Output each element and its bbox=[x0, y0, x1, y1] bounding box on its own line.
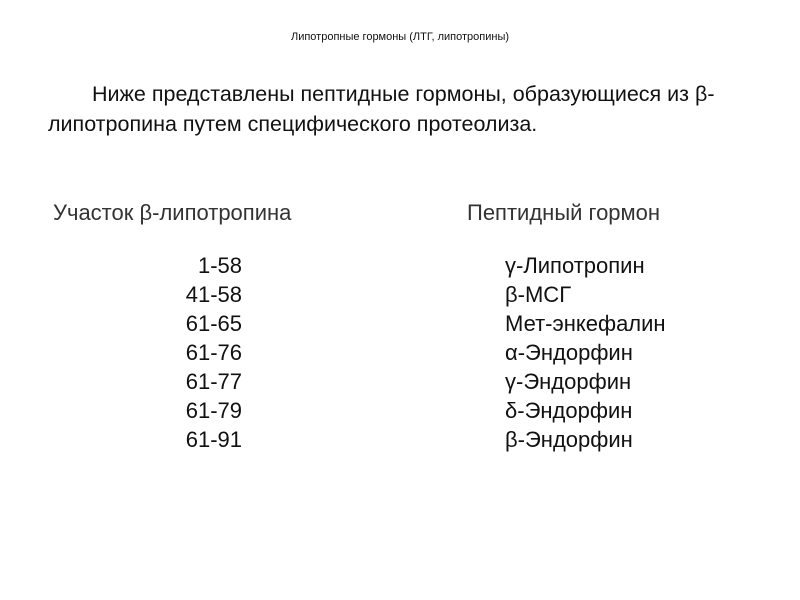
segment-cell: 1-58 bbox=[197, 253, 242, 278]
slide-title: Липотропные гормоны (ЛТГ, липотропины) bbox=[290, 31, 510, 43]
hormone-cell: Мет-энкефалин bbox=[505, 311, 666, 336]
intro-paragraph: Ниже представлены пептидные гормоны, образующиеся из β-липотропина путем специфического протеолиза. bbox=[48, 82, 715, 136]
hormone-cell: γ-Липотропин bbox=[505, 253, 645, 278]
segment-column-header: Участок β-липотропина bbox=[53, 200, 292, 225]
segment-cell: 41-58 bbox=[185, 282, 242, 307]
hormone-cell: α-Эндорфин bbox=[505, 340, 633, 365]
hormone-cell: γ-Эндорфин bbox=[505, 369, 632, 394]
segment-cell: 61-77 bbox=[185, 369, 242, 394]
hormone-column-header: Пептидный гормон bbox=[467, 200, 661, 225]
hormone-cell: β-Эндорфин bbox=[505, 427, 633, 452]
segment-cell: 61-65 bbox=[185, 311, 242, 336]
segment-cell: 61-76 bbox=[185, 340, 242, 365]
hormone-cell: β-МСГ bbox=[505, 282, 572, 307]
segment-cell: 61-91 bbox=[185, 427, 242, 452]
hormone-cell: δ-Эндорфин bbox=[505, 398, 633, 423]
segment-cell: 61-79 bbox=[185, 398, 242, 423]
